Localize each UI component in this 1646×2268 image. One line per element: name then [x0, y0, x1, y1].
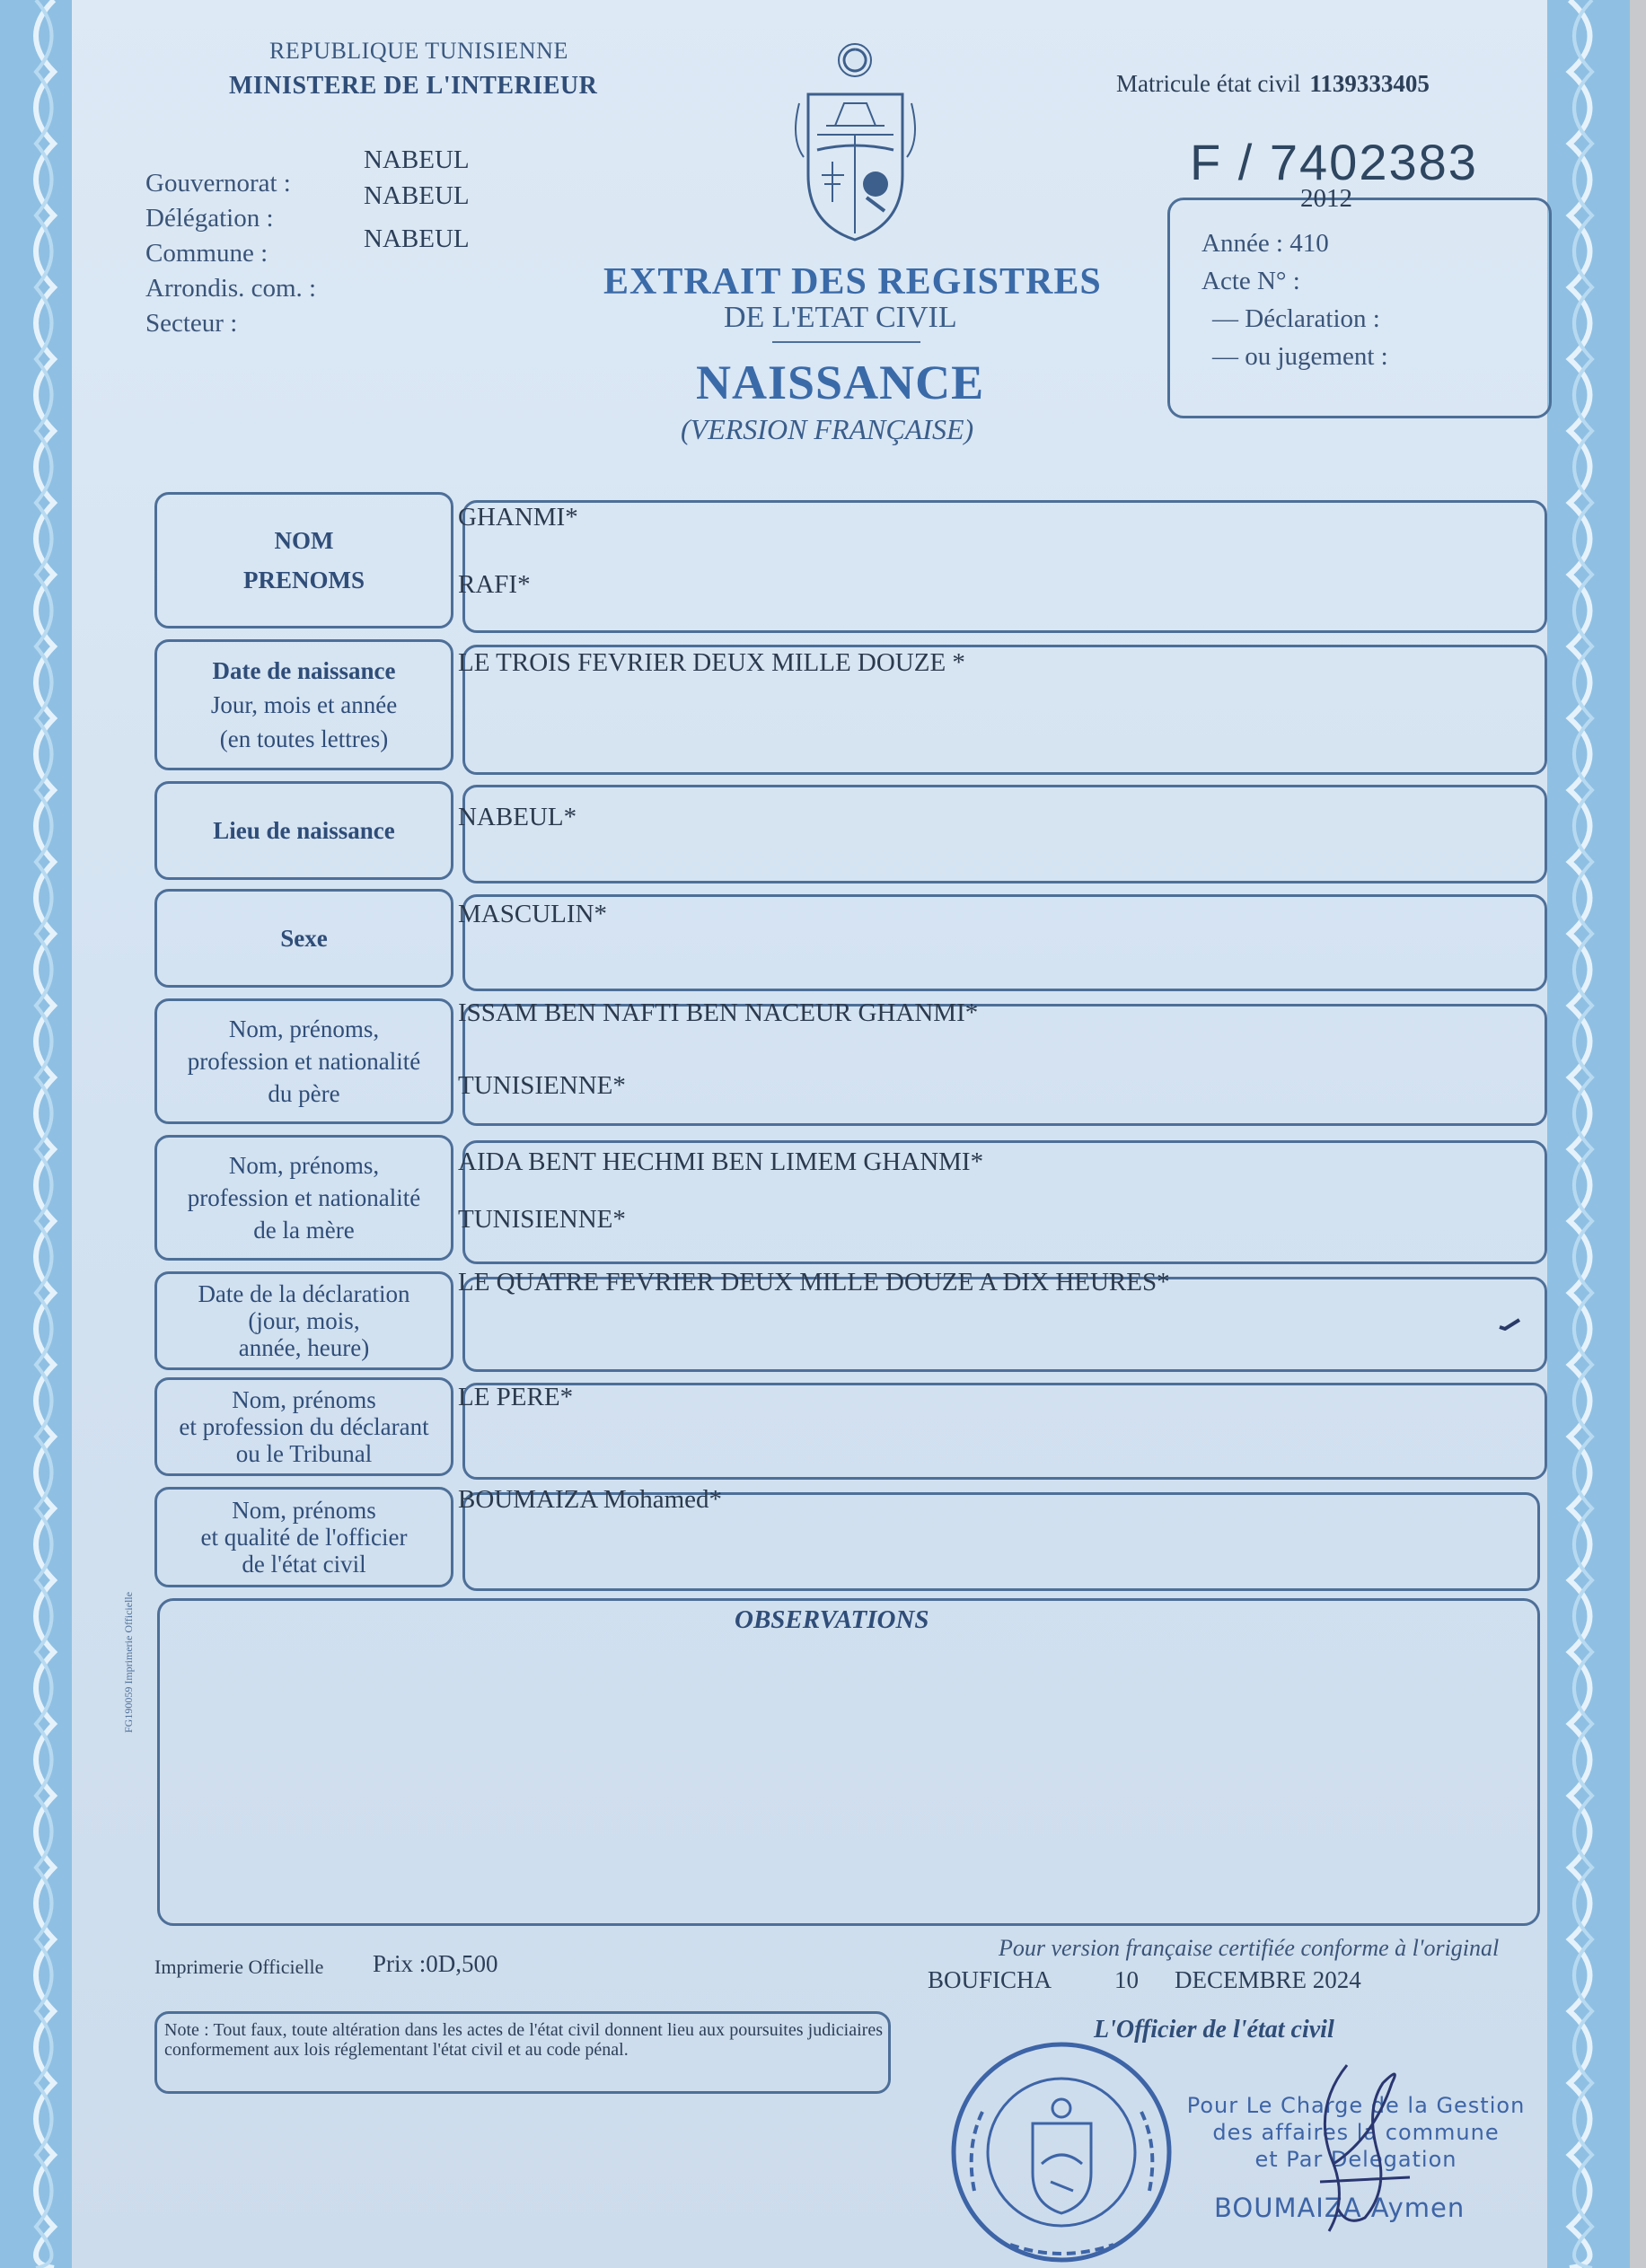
matricule-value: 1139333405	[1309, 70, 1430, 97]
father-nationality: TUNISIENNE*	[458, 1071, 626, 1100]
title-divider	[772, 341, 920, 343]
declarant-label-3: ou le Tribunal	[235, 1440, 373, 1467]
matricule-label: Matricule état civil	[1116, 70, 1301, 97]
declaration-date-label-1: Date de la déclaration	[198, 1280, 410, 1307]
handwritten-signature-icon	[1293, 2056, 1437, 2236]
birth-date-label-1: Date de naissance	[212, 657, 396, 684]
mother-label-3: de la mère	[253, 1217, 355, 1244]
birth-date-label-box	[154, 639, 453, 770]
officer-label-box	[154, 1487, 453, 1587]
declarant-label-box	[154, 1377, 453, 1476]
declarant-label-2: et profession du déclarant	[179, 1413, 429, 1440]
mother-label-1: Nom, prénoms,	[228, 1152, 380, 1179]
nom-value: GHANMI*	[458, 503, 578, 532]
tunisia-coat-of-arms-icon	[790, 40, 920, 242]
nom-prenoms-value-box	[462, 500, 1547, 633]
delegation-value: NABEUL	[364, 181, 470, 210]
printer-side-note: FG190059 Imprimerie Officielle	[122, 1591, 135, 1733]
left-guilloche-border	[0, 0, 72, 2268]
declaration-date-label-3: année, heure)	[238, 1334, 370, 1361]
commune-label: Commune :	[145, 239, 268, 268]
gouvernorat-label: Gouvernorat :	[145, 169, 291, 198]
declaration-label: — Déclaration :	[1212, 304, 1380, 333]
birth-place-label-box	[154, 781, 453, 880]
mother-name: AIDA BENT HECHMI BEN LIMEM GHANMI*	[458, 1147, 984, 1176]
title-version: (VERSION FRANÇAISE)	[681, 413, 974, 445]
birth-date-value: LE TROIS FEVRIER DEUX MILLE DOUZE *	[458, 648, 965, 677]
title-etat-civil: DE L'ETAT CIVIL	[724, 301, 957, 334]
birth-place-label: Lieu de naissance	[213, 817, 395, 844]
acte-label: Acte N° :	[1201, 267, 1300, 295]
officer-label-1: Nom, prénoms	[232, 1497, 376, 1524]
ink-check-icon	[1498, 1318, 1521, 1331]
officer-value: BOUMAIZA Mohamed*	[458, 1485, 723, 1514]
delegation-name: BOUMAIZA Aymen	[1214, 2193, 1466, 2223]
acte-lines	[1201, 224, 1388, 375]
admin-values	[364, 139, 470, 259]
imprimerie-label: Imprimerie Officielle	[154, 1956, 324, 1978]
place-value: BOUFICHA	[928, 1966, 1052, 1993]
year-value: 2012	[1300, 184, 1352, 213]
sex-value: MASCULIN*	[458, 900, 607, 928]
day-value: 10	[1114, 1966, 1140, 1993]
republic-heading: REPUBLIQUE TUNISIENNE	[269, 38, 568, 64]
arrondissement-label: Arrondis. com. :	[145, 274, 317, 303]
declarant-value-box	[462, 1383, 1547, 1480]
right-guilloche-border	[1547, 0, 1646, 2268]
annee-label: Année :	[1201, 229, 1283, 258]
father-name: ISSAM BEN NAFTI BEN NACEUR GHANMI*	[458, 998, 979, 1027]
nom-label: NOM	[274, 527, 334, 554]
sex-label: Sexe	[280, 925, 328, 952]
title-naissance: NAISSANCE	[696, 356, 985, 409]
ministry-heading: MINISTERE DE L'INTERIEUR	[229, 72, 598, 100]
delegation-line-3: et Par Delegation	[1254, 2147, 1457, 2172]
month-year-value: DECEMBRE 2024	[1175, 1966, 1361, 1993]
mother-label-2: profession et nationalité	[187, 1184, 421, 1211]
admin-labels	[145, 166, 316, 341]
observations-box	[157, 1598, 1540, 1926]
officer-label-3: de l'état civil	[242, 1551, 366, 1578]
serial-number: F / 7402383	[1190, 134, 1478, 190]
gouvernorat-value: NABEUL	[364, 145, 470, 174]
nom-prenoms-label-box	[154, 492, 453, 629]
acte-number: 410	[1290, 229, 1329, 258]
matricule	[1116, 70, 1430, 98]
mother-nationality: TUNISIENNE*	[458, 1205, 626, 1234]
price-label: Prix :0D,500	[373, 1950, 498, 1977]
father-label-1: Nom, prénoms,	[228, 1015, 380, 1042]
father-label-box	[154, 998, 453, 1124]
birth-date-label-3: (en toutes lettres)	[219, 725, 389, 752]
father-label-3: du père	[268, 1080, 340, 1107]
official-round-stamp-icon	[947, 2038, 1176, 2267]
declarant-value: LE PERE*	[458, 1383, 574, 1411]
prenoms-label: PRENOMS	[243, 567, 365, 593]
commune-value: NABEUL	[364, 224, 470, 253]
mother-label-box	[154, 1135, 453, 1261]
declaration-date-label-2: (jour, mois,	[248, 1307, 360, 1334]
delegation-label: Délégation :	[145, 204, 274, 233]
delegation-line-1: Pour Le Charge de la Gestion	[1186, 2093, 1526, 2118]
birth-place-value: NABEUL*	[458, 803, 577, 831]
title-extrait: EXTRAIT DES REGISTRES	[603, 261, 1102, 303]
declaration-date-value: LE QUATRE FEVRIER DEUX MILLE DOUZE A DIX HEURES*	[458, 1268, 1170, 1297]
birth-date-label-2: Jour, mois et année	[210, 691, 398, 718]
declaration-date-label-box	[154, 1271, 453, 1370]
father-label-2: profession et nationalité	[187, 1048, 421, 1075]
place-date	[928, 1966, 1361, 1994]
jugement-label: — ou jugement :	[1212, 342, 1388, 371]
sex-label-box	[154, 889, 453, 988]
secteur-label: Secteur :	[145, 309, 238, 338]
delegation-line-2: des affaires la commune	[1212, 2120, 1500, 2145]
officer-label-2: et qualité de l'officier	[200, 1524, 408, 1551]
birth-place-value-box	[462, 785, 1547, 883]
prenoms-value: RAFI*	[458, 570, 531, 599]
observations-title: OBSERVATIONS	[735, 1605, 929, 1634]
legal-note-text: Note : Tout faux, toute altération dans les actes de l'état civil donnent lieu aux poursuites judiciaires conformement aux lois réglementant l'état civil et au code pénal.	[164, 2020, 883, 2060]
declarant-label-1: Nom, prénoms	[232, 1386, 376, 1413]
certification-text: Pour version française certifiée conforme à l'original	[999, 1935, 1500, 1961]
sex-value-box	[462, 894, 1547, 991]
officer-title: L'Officier de l'état civil	[1094, 2016, 1334, 2044]
